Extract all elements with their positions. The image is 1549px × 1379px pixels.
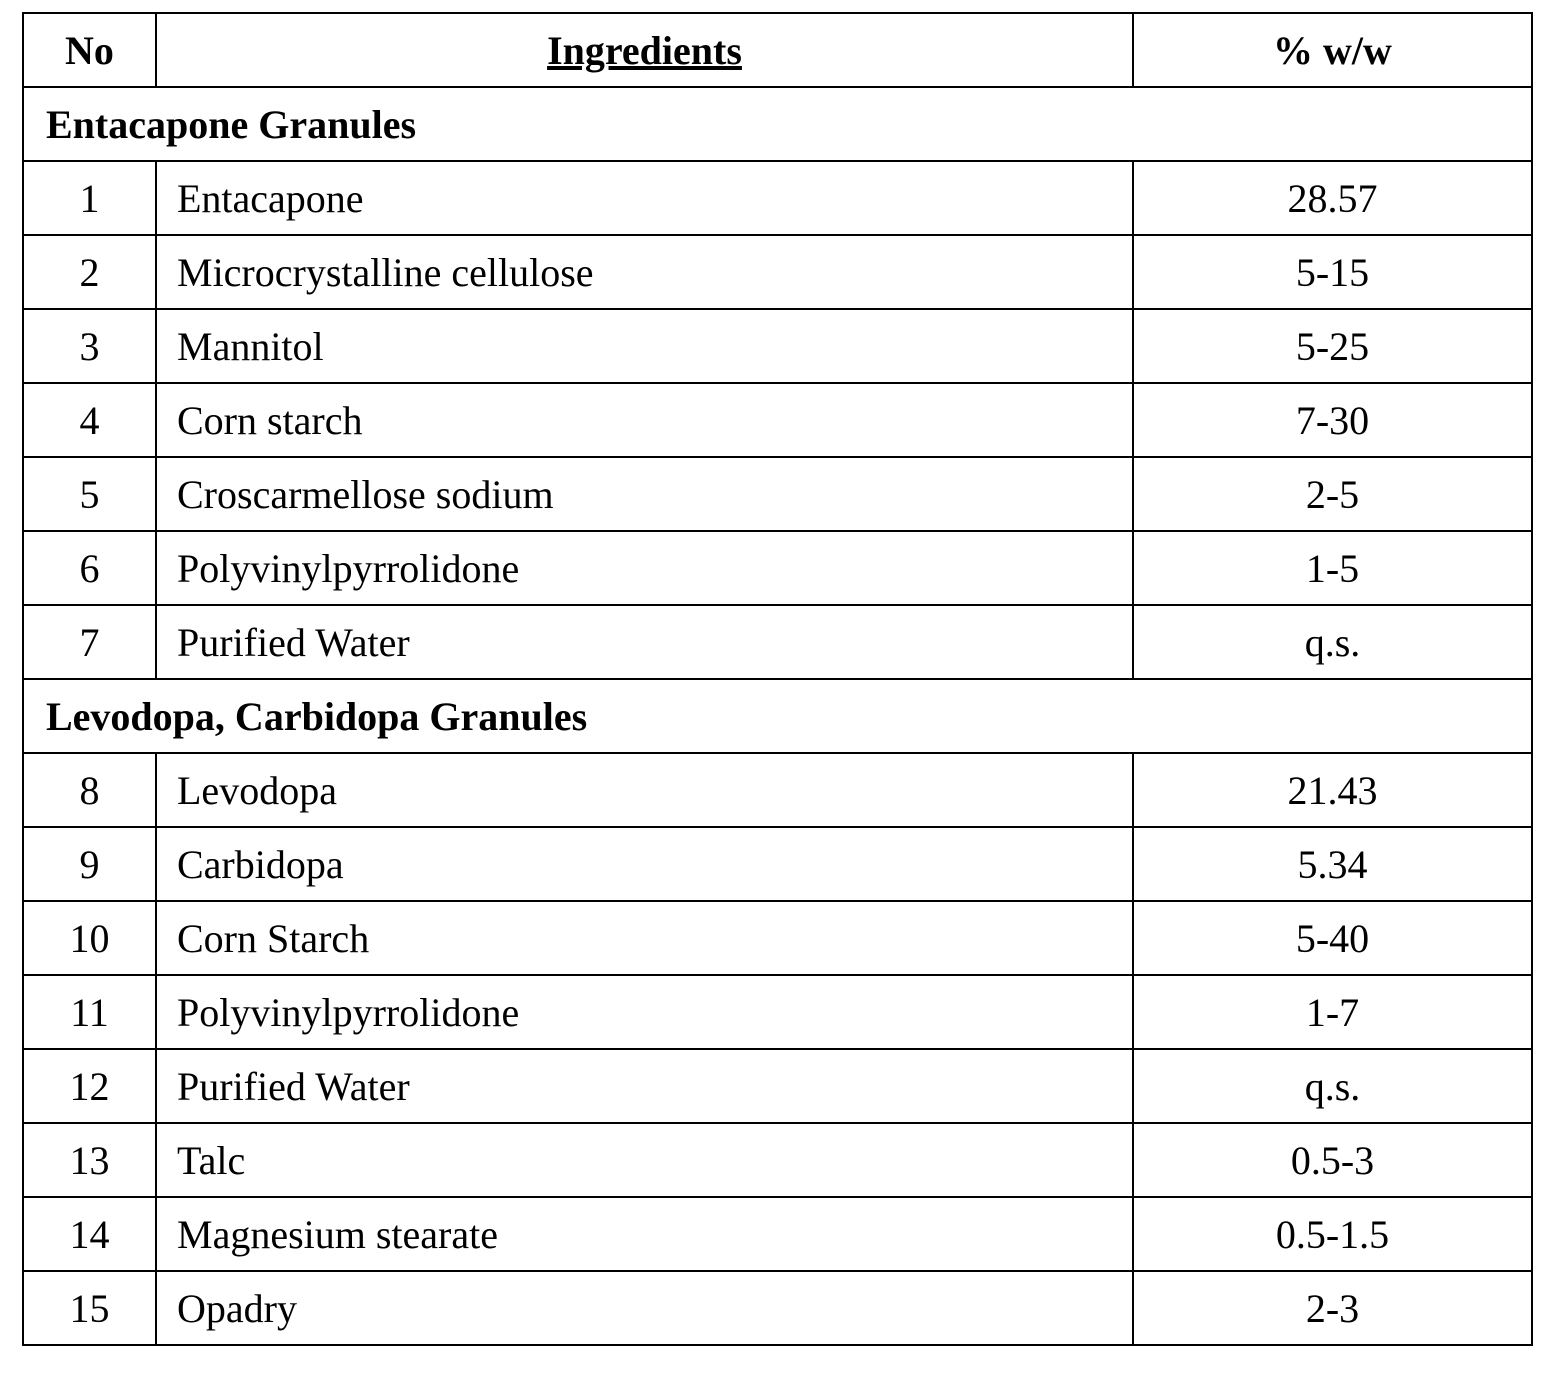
row-number: 2 <box>23 235 156 309</box>
row-number: 13 <box>23 1123 156 1197</box>
ingredient-name: Talc <box>156 1123 1133 1197</box>
header-percent: % w/w <box>1133 13 1532 87</box>
table-row <box>23 457 1532 531</box>
ingredient-name: Mannitol <box>156 309 1133 383</box>
row-number: 10 <box>23 901 156 975</box>
table-row <box>23 161 1532 235</box>
header-ingredients-cell <box>156 13 1133 87</box>
row-number: 7 <box>23 605 156 679</box>
section-header-row <box>23 679 1532 753</box>
table-row <box>23 309 1532 383</box>
percent-value: 21.43 <box>1133 753 1532 827</box>
percent-value: q.s. <box>1133 1049 1532 1123</box>
percent-value: 28.57 <box>1133 161 1532 235</box>
header-ingredients: Ingredients <box>547 28 742 73</box>
percent-value: 1-5 <box>1133 531 1532 605</box>
header-no: No <box>23 13 156 87</box>
percent-value: 1-7 <box>1133 975 1532 1049</box>
table-row <box>23 1123 1532 1197</box>
percent-value: q.s. <box>1133 605 1532 679</box>
percent-value: 7-30 <box>1133 383 1532 457</box>
table-row <box>23 1271 1532 1345</box>
percent-value: 5.34 <box>1133 827 1532 901</box>
row-number: 6 <box>23 531 156 605</box>
section-title: Levodopa, Carbidopa Granules <box>23 679 1532 753</box>
table-row <box>23 605 1532 679</box>
table-row <box>23 753 1532 827</box>
row-number: 3 <box>23 309 156 383</box>
row-number: 5 <box>23 457 156 531</box>
section-header-row <box>23 87 1532 161</box>
percent-value: 2-5 <box>1133 457 1532 531</box>
table-row <box>23 531 1532 605</box>
row-number: 14 <box>23 1197 156 1271</box>
row-number: 8 <box>23 753 156 827</box>
table-row <box>23 827 1532 901</box>
row-number: 12 <box>23 1049 156 1123</box>
table-row <box>23 1197 1532 1271</box>
ingredient-name: Polyvinylpyrrolidone <box>156 531 1133 605</box>
ingredient-name: Levodopa <box>156 753 1133 827</box>
percent-value: 5-15 <box>1133 235 1532 309</box>
row-number: 4 <box>23 383 156 457</box>
header-row <box>23 13 1532 87</box>
percent-value: 5-40 <box>1133 901 1532 975</box>
ingredient-name: Carbidopa <box>156 827 1133 901</box>
ingredient-name: Corn starch <box>156 383 1133 457</box>
table-row <box>23 975 1532 1049</box>
table-body <box>23 87 1532 1345</box>
table-row <box>23 901 1532 975</box>
row-number: 11 <box>23 975 156 1049</box>
row-number: 9 <box>23 827 156 901</box>
row-number: 15 <box>23 1271 156 1345</box>
ingredient-name: Corn Starch <box>156 901 1133 975</box>
ingredient-name: Polyvinylpyrrolidone <box>156 975 1133 1049</box>
percent-value: 0.5-1.5 <box>1133 1197 1532 1271</box>
row-number: 1 <box>23 161 156 235</box>
table-row <box>23 383 1532 457</box>
section-title: Entacapone Granules <box>23 87 1532 161</box>
ingredient-name: Purified Water <box>156 605 1133 679</box>
percent-value: 0.5-3 <box>1133 1123 1532 1197</box>
ingredient-name: Purified Water <box>156 1049 1133 1123</box>
ingredients-table <box>22 12 1533 1346</box>
ingredient-name: Microcrystalline cellulose <box>156 235 1133 309</box>
table-row <box>23 1049 1532 1123</box>
ingredient-name: Magnesium stearate <box>156 1197 1133 1271</box>
ingredient-name: Croscarmellose sodium <box>156 457 1133 531</box>
ingredient-name: Entacapone <box>156 161 1133 235</box>
table-row <box>23 235 1532 309</box>
ingredient-name: Opadry <box>156 1271 1133 1345</box>
percent-value: 5-25 <box>1133 309 1532 383</box>
percent-value: 2-3 <box>1133 1271 1532 1345</box>
